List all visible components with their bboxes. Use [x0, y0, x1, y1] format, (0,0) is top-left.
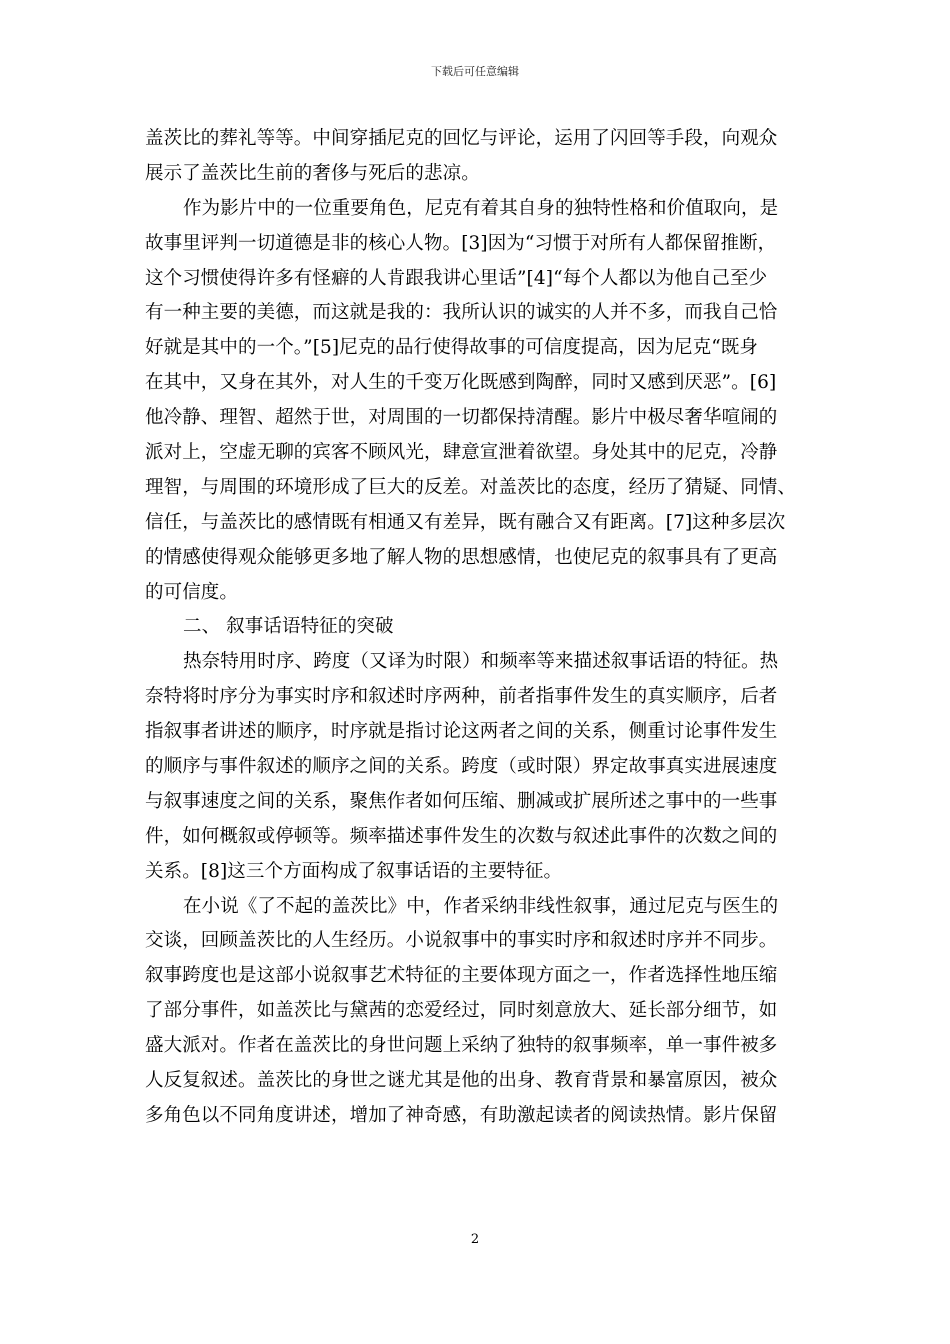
body-line: 了部分事件，如盖茨比与黛茜的恋爱经过，同时刻意放大、延长部分细节，如 [145, 1000, 778, 1022]
body-line: 奈特将时序分为事实时序和叙述时序两种，前者指事件发生的真实顺序，后者 [145, 686, 778, 708]
body-line: 理智，与周围的环境形成了巨大的反差。对盖茨比的态度，经历了猜疑、同情、 [145, 476, 797, 498]
body-line: 在其中，又身在其外，对人生的千变万化既感到陶醉，同时又感到厌恶”。[6] [145, 372, 777, 394]
body-line: 多角色以不同角度讲述，增加了神奇感，有助激起读者的阅读热情。影片保留 [145, 1104, 778, 1126]
body-line: 有一种主要的美德，而这就是我的：我所认识的诚实的人并不多，而我自己恰 [145, 302, 778, 324]
body-line: 人反复叙述。盖茨比的身世之谜尤其是他的出身、教育背景和暴富原因，被众 [145, 1070, 778, 1092]
body-line: 指叙事者讲述的顺序，时序就是指讨论这两者之间的关系，侧重讨论事件发生 [145, 721, 778, 743]
body-line: 的情感使得观众能够更多地了解人物的思想感情，也使尼克的叙事具有了更高 [145, 546, 778, 568]
body-line: 派对上，空虚无聊的宾客不顾风光，肆意宣泄着欲望。身处其中的尼克，冷静 [145, 442, 778, 464]
section-heading: 二、 叙事话语特征的突破 [183, 616, 394, 638]
body-line: 盖茨比的葬礼等等。中间穿插尼克的回忆与评论，运用了闪回等手段，向观众 [145, 128, 778, 149]
page-header: 下载后可任意编辑 [431, 65, 519, 78]
page-number: 2 [470, 1232, 480, 1247]
paragraph-start-line: 热奈特用时序、跨度（又译为时限）和频率等来描述叙事话语的特征。热 [183, 651, 779, 673]
body-line: 交谈，回顾盖茨比的人生经历。小说叙事中的事实时序和叙述时序并不同步。 [145, 930, 778, 952]
body-line: 与叙事速度之间的关系，聚焦作者如何压缩、删减或扩展所述之事中的一些事 [145, 790, 778, 812]
body-line: 信任，与盖茨比的感情既有相通又有差异，既有融合又有距离。[7]这种多层次 [145, 511, 786, 533]
body-line: 的可信度。 [145, 581, 239, 603]
body-line: 好就是其中的一个。”[5]尼克的品行使得故事的可信度提高，因为尼克“既身 [145, 337, 758, 359]
paragraph-start-line: 作为影片中的一位重要角色，尼克有着其自身的独特性格和价值取向，是 [183, 197, 779, 219]
body-line: 他冷静、理智、超然于世，对周围的一切都保持清醒。影片中极尽奢华喧闹的 [145, 407, 778, 429]
body-line: 这个习惯使得许多有怪癖的人肯跟我讲心里话”[4]“每个人都以为他自己至少 [145, 267, 768, 289]
body-line: 故事里评判一切道德是非的核心人物。[3]因为“习惯于对所有人都保留推断， [145, 232, 777, 254]
body-line: 盛大派对。作者在盖茨比的身世问题上采纳了独特的叙事频率，单一事件被多 [145, 1035, 778, 1057]
body-line: 展示了盖茨比生前的奢侈与死后的悲凉。 [145, 162, 480, 184]
paragraph-start-line: 在小说《了不起的盖茨比》中，作者采纳非线性叙事，通过尼克与医生的 [183, 895, 779, 917]
body-line: 叙事跨度也是这部小说叙事艺术特征的主要体现方面之一，作者选择性地压缩 [145, 965, 778, 987]
body-line: 件，如何概叙或停顿等。频率描述事件发生的次数与叙述此事件的次数之间的 [145, 825, 778, 847]
document-body [145, 122, 807, 1134]
body-line: 的顺序与事件叙述的顺序之间的关系。跨度（或时限）界定故事真实进展速度 [145, 756, 778, 778]
body-line: 关系。[8]这三个方面构成了叙事话语的主要特征。 [145, 860, 563, 882]
